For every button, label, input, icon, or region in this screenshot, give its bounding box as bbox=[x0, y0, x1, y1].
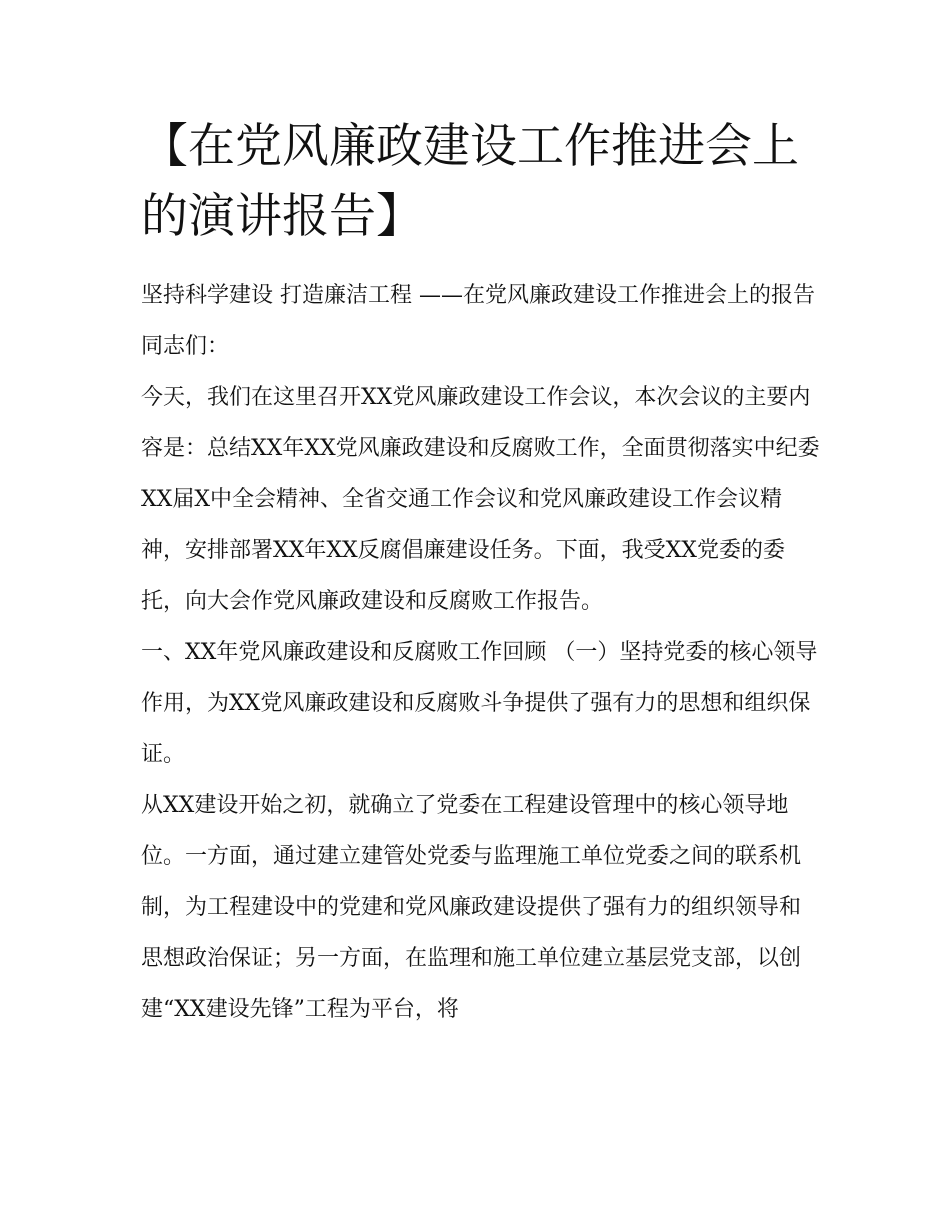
document-title: 【在党风廉政建设工作推进会上的演讲报告】 bbox=[141, 119, 799, 244]
paragraph-leadership: 从XX建设开始之初，就确立了党委在工程建设管理中的核心领导地位。一方面，通过建立建管处党委与监理施工单位党委之间的联系机制，为工程建设中的党建和党风廉政建设提供了强有力的组织领导和思想政治保证；另一方面，在监理和施工单位建立基层党支部，以创建“XX建设先锋”工程为平台，将 bbox=[141, 793, 802, 1022]
document-content bbox=[141, 112, 821, 1035]
paragraph-opening: 今天，我们在这里召开XX党风廉政建设工作会议，本次会议的主要内容是：总结XX年XX党风廉政建设和反腐败工作，全面贯彻落实中纪委XX届X中全会精神、全省交通工作会议和党风廉政建设工作会议精神，安排部署XX年XX反腐倡廉建设任务。下面，我受XX党委的委托，向大会作党风廉政建设和反腐败工作报告。 bbox=[141, 385, 820, 614]
paragraph-intro: 坚持科学建设 打造廉洁工程 ——在党风廉政建设工作推进会上的报告 同志们： bbox=[141, 283, 822, 359]
document-body bbox=[141, 270, 821, 1035]
paragraph-section-one: 一、XX年党风廉政建设和反腐败工作回顾 （一）坚持党委的核心领导作用，为XX党风廉政建设和反腐败斗争提供了强有力的思想和组织保证。 bbox=[141, 640, 818, 767]
